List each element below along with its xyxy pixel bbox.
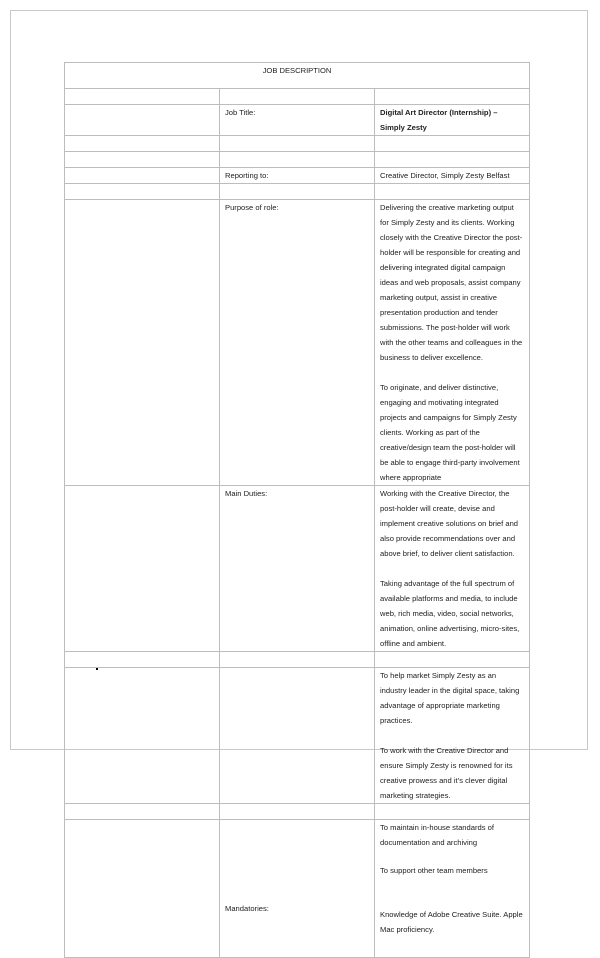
mandatories-label: Mandatories: xyxy=(220,820,375,958)
mandatories-row xyxy=(65,820,530,958)
duties-row xyxy=(65,486,530,652)
mandatories-text xyxy=(375,820,530,958)
table-header: JOB DESCRIPTION xyxy=(65,63,530,89)
market-text xyxy=(375,668,530,804)
spacer-row xyxy=(65,652,530,668)
spacer-row xyxy=(65,89,530,105)
table-header-row xyxy=(65,63,530,89)
job-title-row xyxy=(65,105,530,136)
mandatories-paragraph: To maintain in-house standards of documentation and archiving xyxy=(380,823,494,847)
market-paragraph: To work with the Creative Director and ensure Simply Zesty is renowned for its creative prowess and it’s clever digital marketing strategies. xyxy=(380,746,513,800)
job-title-value: Digital Art Director (Internship) – Simply Zesty xyxy=(375,105,530,136)
bullet-dot xyxy=(96,668,98,670)
duties-paragraph: Working with the Creative Director, the post-holder will create, devise and implement creative solutions on brief and also provide recommendations over and above brief, to deliver client satisfaction. xyxy=(380,489,519,558)
market-row xyxy=(65,668,530,804)
duties-label: Main Duties: xyxy=(220,486,375,652)
reporting-label: Reporting to: xyxy=(220,168,375,184)
spacer-row xyxy=(65,184,530,200)
duties-paragraph: Taking advantage of the full spectrum of available platforms and media, to include web, rich media, video, social networks, animation, online advertising, micro-sites, offline and ambient. xyxy=(380,579,520,648)
purpose-text xyxy=(375,200,530,486)
reporting-row xyxy=(65,168,530,184)
job-description-table xyxy=(64,62,530,958)
mandatories-paragraph: Knowledge of Adobe Creative Suite. Apple Mac proficiency. xyxy=(380,910,523,934)
mandatories-paragraph: To support other team members xyxy=(380,866,488,875)
spacer-row xyxy=(65,804,530,820)
purpose-row xyxy=(65,200,530,486)
job-title-label: Job Title: xyxy=(220,105,375,136)
spacer-row xyxy=(65,136,530,152)
purpose-paragraph: To originate, and deliver distinctive, engaging and motivating integrated projects and campaigns for Simply Zesty clients. Working as part of the creative/design team the post-holder will be able to engage third-party involvement where appropriate xyxy=(380,383,520,482)
spacer-row xyxy=(65,152,530,168)
purpose-label: Purpose of role: xyxy=(220,200,375,486)
reporting-value: Creative Director, Simply Zesty Belfast xyxy=(375,168,530,184)
market-paragraph: To help market Simply Zesty as an industry leader in the digital space, taking advantage of appropriate marketing practices. xyxy=(380,671,520,725)
purpose-paragraph: Delivering the creative marketing output for Simply Zesty and its clients. Working closely with the Creative Director the post-holder will be responsible for creating and delivering integrated digital campaign ideas and web proposals, assist company marketing output, assist in creative presentation production and tender submissions. The post-holder will work with the other teams and colleagues in the business to deliver excellence. xyxy=(380,203,523,362)
duties-text xyxy=(375,486,530,652)
